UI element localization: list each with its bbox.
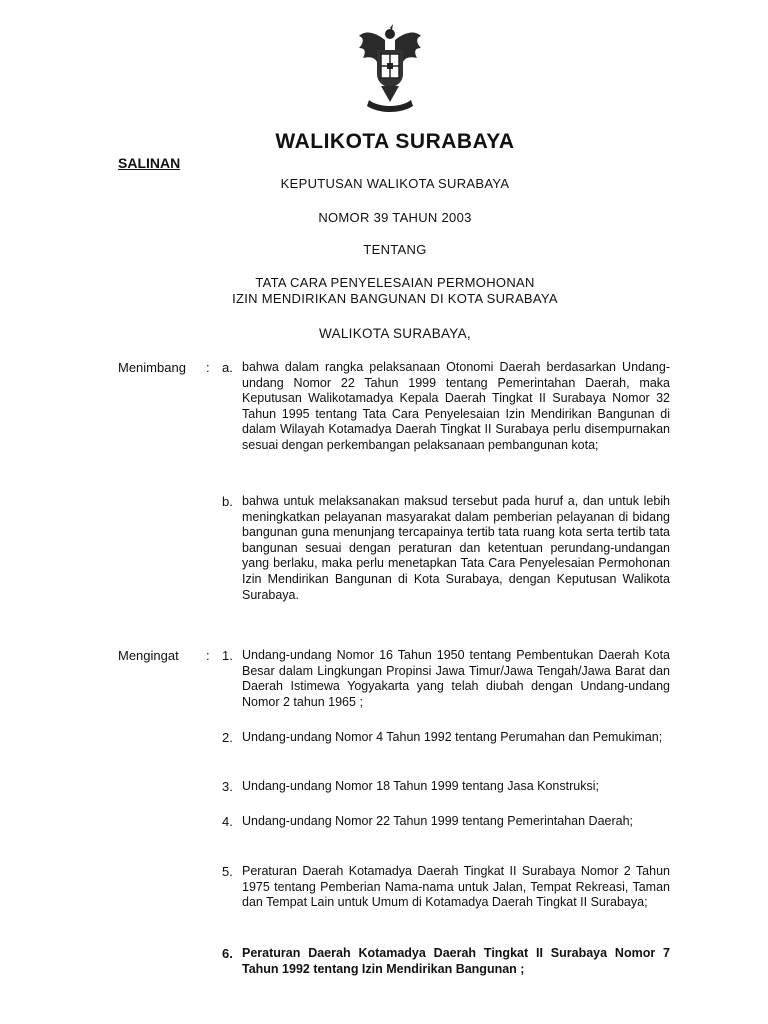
mengingat-label: Mengingat bbox=[118, 648, 179, 663]
decree-subject-line-1: TATA CARA PENYELESAIAN PERMOHONAN bbox=[255, 275, 535, 290]
menimbang-item-a: bahwa dalam rangka pelaksanaan Otonomi Daerah berdasarkan Undang-undang Nomor 22 Tahun 1999 tentang Pemerintahan Daerah, maka Keputusan Walikotamadya Kepala Daerah Tingkat II Surabaya Nomor 32 Tahun 1995 tentang Tata Cara Penyelesaian Izin Mendirikan Bangunan di dalam Wilayah Kotamadya Daerah Tingkat II Surabaya perlu disempurnakan sesuai dengan perkembangan pelaksanaan pembangunan kota; bbox=[242, 360, 670, 452]
mengingat-colon: : bbox=[206, 648, 210, 663]
copy-stamp: SALINAN bbox=[118, 155, 181, 171]
menimbang-item-b: bahwa untuk melaksanakan maksud tersebut pada huruf a, dan untuk lebih meningkatkan pelayanan masyarakat dalam pemberian pelayanan di bidang bangunan guna menunjang tercapainya tertib tata ruang kota serta tertib tata bangunan sesuai dengan peraturan dan ketentuan perundang-undangan yang berlaku, maka perlu menetapkan Tata Cara Penyelesaian Permohonan Izin Mendirikan Bangunan di Kota Surabaya, dengan Keputusan Walikota Surabaya. bbox=[242, 494, 670, 602]
mengingat-marker-2: 2. bbox=[222, 730, 233, 745]
menimbang-label: Menimbang bbox=[118, 360, 186, 375]
decree-about: TENTANG bbox=[363, 242, 427, 257]
mengingat-marker-4: 4. bbox=[222, 814, 233, 829]
mengingat-item-2: Undang-undang Nomor 4 Tahun 1992 tentang Perumahan dan Pemukiman; bbox=[242, 730, 663, 744]
mengingat-item-6: Peraturan Daerah Kotamadya Daerah Tingkat II Surabaya Nomor 7 Tahun 1992 tentang Izin Mendirikan Bangunan ; bbox=[242, 946, 670, 976]
mengingat-item-5: Peraturan Daerah Kotamadya Daerah Tingkat II Surabaya Nomor 2 Tahun 1975 tentang Pemberian Nama-nama untuk Jalan, Tempat Rekreasi, Taman dan Tempat Lain untuk Umum di Kotamadya Daerah Tingkat II Surabaya; bbox=[242, 864, 670, 910]
decree-number: NOMOR 39 TAHUN 2003 bbox=[318, 210, 472, 225]
mengingat-marker-3: 3. bbox=[222, 779, 233, 794]
mengingat-marker-1: 1. bbox=[222, 648, 233, 663]
decree-subject-line-2: IZIN MENDIRIKAN BANGUNAN DI KOTA SURABAYA bbox=[232, 291, 558, 306]
mengingat-marker-5: 5. bbox=[222, 864, 233, 879]
decree-heading: KEPUTUSAN WALIKOTA SURABAYA bbox=[280, 176, 510, 191]
menimbang-colon: : bbox=[206, 360, 210, 375]
mengingat-item-3: Undang-undang Nomor 18 Tahun 1999 tentang Jasa Konstruksi; bbox=[242, 779, 599, 793]
mengingat-item-4: Undang-undang Nomor 22 Tahun 1999 tentang Pemerintahan Daerah; bbox=[242, 814, 634, 828]
decree-issuer: WALIKOTA SURABAYA, bbox=[319, 326, 471, 341]
mengingat-marker-6: 6. bbox=[222, 946, 233, 961]
menimbang-marker-a: a. bbox=[222, 360, 233, 375]
mayor-title: WALIKOTA SURABAYA bbox=[275, 130, 515, 153]
garuda-emblem-icon bbox=[355, 22, 425, 116]
menimbang-marker-b: b. bbox=[222, 494, 233, 509]
mengingat-item-1: Undang-undang Nomor 16 Tahun 1950 tentang Pembentukan Daerah Kota Besar dalam Lingkungan Propinsi Jawa Timur/Jawa Tengah/Jawa Barat dan Daerah Istimewa Yogyakarta yang telah diubah dengan Undang-undang Nomor 2 tahun 1965 ; bbox=[242, 648, 670, 709]
